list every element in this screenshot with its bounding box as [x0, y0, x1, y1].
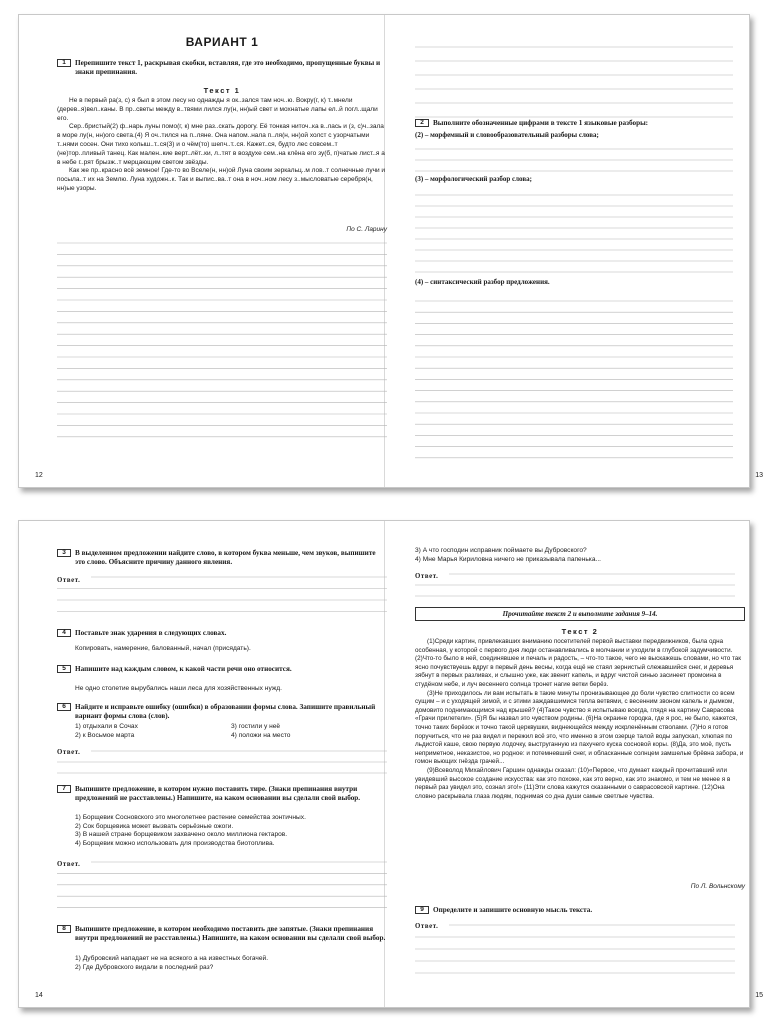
option-item: 3) В нашей стране борщевиком захвачено около миллиона гектаров. — [75, 831, 288, 839]
task-number-badge: 7 — [57, 785, 71, 793]
page-number: 15 — [755, 992, 763, 999]
task-text: Определите и запишите основную мысль текста. — [433, 906, 593, 914]
task-number-badge: 5 — [57, 665, 71, 673]
page-number: 13 — [755, 472, 763, 479]
text-paragraph: Не в первый ра(з, с) я был в этом лесу но однажды я ок..зался там ноч..ю. Вокру(г, к) т..мнели (дерев..я)вел..каны. В пр..светы между в..твями лился лу(н, нн)ый свет и мохнатые лапы ел..й погл..щали его. — [57, 97, 378, 122]
page-number: 12 — [35, 472, 43, 479]
task-8 — [57, 925, 387, 943]
option-item: 4) положи на место — [231, 731, 291, 739]
task-text: Выпишите предложение, в котором нужно поставить тире. (Знаки препинания внутри предложений не расставлены.) Напишите, на каком основании вы сделали свой выбор. — [75, 785, 361, 802]
instruction-banner: Прочитайте текст 2 и выполните задания 9–14. — [415, 607, 745, 621]
task-text: Выпишите предложение, в котором необходимо поставить две запятые. (Знаки препинания внутри предложений не расставлены.) Напишите, на каком основании вы сделали свой выбор. — [75, 925, 386, 942]
page-14 — [35, 521, 387, 1007]
option-item: 2) Сок борщевика может вызвать серьёзные ожоги. — [75, 822, 234, 830]
page-15 — [415, 521, 763, 1007]
option-item: 4) Борщевик можно использовать для производства биотоплива. — [75, 839, 275, 847]
option-item: 1) отдыхали в Сочах — [75, 723, 138, 730]
book-spread-top — [18, 14, 763, 488]
task-1 — [57, 59, 387, 77]
text-paragraph: Как же пр..красно всё земное! Где-то во Вселе(н, нн)ой Луна своим зеркальц..м лов..т солнечные лучи и посыла..т их на Землю. Луна художн..к. Так и выпис..ва..т она в ноч..ном лесу з..мысловатые серебря(н, нн)ые узоры. — [57, 167, 386, 192]
text-2-author: По Л. Вольнскому — [690, 883, 745, 890]
task-9 — [415, 906, 745, 915]
page-12 — [35, 15, 387, 487]
answer-label: Ответ. — [415, 573, 439, 580]
task-text: Выполните обозначенные цифрами в тексте 1 языковые разборы: — [433, 119, 649, 127]
task-6 — [57, 703, 387, 721]
option-item: 1) Дубровский нападает не на всякого а на известных богачей. — [75, 955, 269, 962]
task-number-badge: 4 — [57, 629, 71, 637]
task-4 — [57, 629, 387, 638]
text-1-author: По С. Ларину — [346, 226, 387, 233]
answer-lines[interactable] — [57, 573, 387, 619]
task-7-options — [57, 814, 387, 848]
text-1-title: Текст 1 — [203, 86, 241, 95]
task-number-badge: 2 — [415, 119, 429, 127]
task-5 — [57, 665, 387, 674]
page-number: 14 — [35, 992, 43, 999]
option-item: 1) Борщевик Сосновского это многолетнее растение семейства зонтичных. — [75, 814, 306, 821]
text-paragraph: Сер..бристый(2) ф..нарь луны помо(г, к) мне раз..скать дорогу. Её тонкая ниточ..ка в..лась и (з, с)ч..зала в море лу(н, нн)ого света.(4) Я оч..тился на п..ляне. Она напом..нала п..ля(н, нн)ой холст с узорчатыми т..нями сосен. Они тихо колыш..т..ся(3) и о чём(то) шепч..т..ся. Кажет..ся, будто лес совсем..т (не)тор..пливый танец. Как мален..кие верт..лёт..ки, л..тят в воздухе сем..на клёна его зу(б, п)чатые лист..я а в небе г..рят брызж..т мерцающим светом звёзды. — [57, 123, 385, 166]
task-text: В выделенном предложении найдите слово, в котором буква меньше, чем звуков, выпишите это слово. Объясните причину данного явления. — [75, 549, 376, 566]
text-1-body — [57, 97, 387, 194]
answer-label: Ответ. — [57, 861, 81, 868]
task-number-badge: 3 — [57, 549, 71, 557]
task-text: Перепишите текст 1, раскрывая скобки, вставляя, где это необходимо, пропущенные буквы и знаки препинания. — [75, 59, 381, 76]
task-8-options-continued — [415, 547, 745, 564]
task-4-words: Копировать, намерение, балованный, начал (присядать). — [75, 645, 251, 652]
task-text: Найдите и исправьте ошибку (ошибки) в образовании формы слова. Запишите правильный вариант формы слова (слов). — [75, 703, 376, 720]
answer-lines[interactable] — [415, 145, 733, 173]
variant-title: ВАРИАНТ 1 — [185, 35, 259, 49]
answer-lines[interactable] — [415, 191, 733, 279]
task-3 — [57, 549, 387, 567]
answer-lines[interactable] — [415, 570, 735, 598]
task-text: Поставьте знак ударения в следующих словах. — [75, 629, 227, 637]
answer-lines[interactable] — [57, 747, 387, 775]
task-5-sentence: Не одно столетие вырубались наши леса для хозяйственных нужд. — [75, 685, 282, 692]
text-2-title: Текст 2 — [561, 627, 599, 636]
option-item: 3) гостили у неё — [231, 723, 281, 730]
option-item: 2) Где Дубровского видали в последний раз? — [75, 963, 214, 971]
page-13 — [415, 15, 763, 487]
answer-label: Ответ. — [415, 923, 439, 930]
text-paragraph: (1)Среди картин, привлекавших вниманию посетителей первой выставки передвижников, была одна особенная, у которой с первого дня люди останавливались в молчании и уходили в глубокой задумчивости. (2)Что-то было в ней, соединявшее и печаль и радость, – что-то такое, чего не выскажешь словами, но что так ясно почувствуешь вдруг в первый день весны, когда ещё не стаял зернистый слежавшийся снег, и деревья зябнут в первых разливах, и слышно уже, как звенит капель, и вдруг чистой синью засинеет промоина в студёном небе, и луч весеннего солнца тронет нагие ветки берёз. — [415, 638, 742, 688]
option-item: 2) к Восьмое марта — [75, 731, 135, 739]
option-item: 3) А что господин исправник поймаете вы Дубровского? — [415, 547, 587, 554]
answer-lines[interactable] — [57, 239, 387, 454]
task-number-badge: 9 — [415, 906, 429, 914]
task-2 — [415, 119, 745, 128]
task-6-options — [57, 723, 387, 741]
subtask-2: (2) – морфемный и словообразовательный разборы слова; — [415, 131, 599, 139]
subtask-4: (4) – синтаксический разбор предложения. — [415, 278, 550, 286]
option-item: 4) Мне Марья Кириловна ничего не приказывала папенька... — [415, 555, 601, 563]
subtask-3: (3) – морфологический разбор слова; — [415, 175, 532, 183]
answer-lines[interactable] — [415, 297, 733, 462]
task-number-badge: 6 — [57, 703, 71, 711]
text-paragraph: (3)Не приходилось ли вам испытать в такие минуты пронизывающее до боли чувство слитности со всем сущим – и с уходящей зимой, и с этими заждавшимися тепла ветвями, с весенним звоном капель и дымком, домовито поднимающимся над крышей? (4)Такое чувство я испытываю всегда, глядя на картину Саврасова «Грачи прилетели». (5)Я бы назвал это чувством родины. (6)На окраине городка, где я рос, не было, кажется, точно таких берёзок и точно такой церквушки, виднеющейся между искрленённым стволами. (7)Но я готов поручиться, что не раз видел и пережил всё это, что именно в этом озерце талой воды запускал, хлюпая по льдистой каше, свою первую лодочку, выструганную из пахучего куска сосновой коры. (8)Да, это моё, пусть неприметное, неказистое, но родное: и потемневший снег, и обласканные солнцем замшелые брёвна забора, и гомон вьющих гнёзда грачей... — [415, 689, 744, 766]
task-8-options — [57, 955, 387, 972]
answer-lines[interactable] — [57, 858, 387, 918]
answer-label: Ответ. — [57, 749, 81, 756]
text-2-body — [415, 638, 745, 801]
task-text: Напишите над каждым словом, к какой части речи оно относится. — [75, 665, 292, 673]
task-number-badge: 8 — [57, 925, 71, 933]
answer-lines[interactable] — [415, 921, 735, 983]
text-paragraph: (9)Всеволод Михайлович Гаршин однажды сказал: (10)«Первое, что думает каждый прочитавший или увидевший высокое создание искусства: как это похоже, как это верно, как это знакомо, и тем не менее я в первый раз увидел это, сознал это!» (11)Эти слова кажутся сказанными о саврасовской картине. (12)Она словно раскрывала глаза людям, поднимая со дна души самые светлые чувства. — [415, 766, 731, 800]
task-number-badge: 1 — [57, 59, 71, 67]
answer-label: Ответ. — [57, 577, 81, 584]
answer-lines[interactable] — [415, 43, 733, 118]
task-7 — [57, 785, 387, 803]
book-spread-bottom — [18, 520, 763, 1008]
